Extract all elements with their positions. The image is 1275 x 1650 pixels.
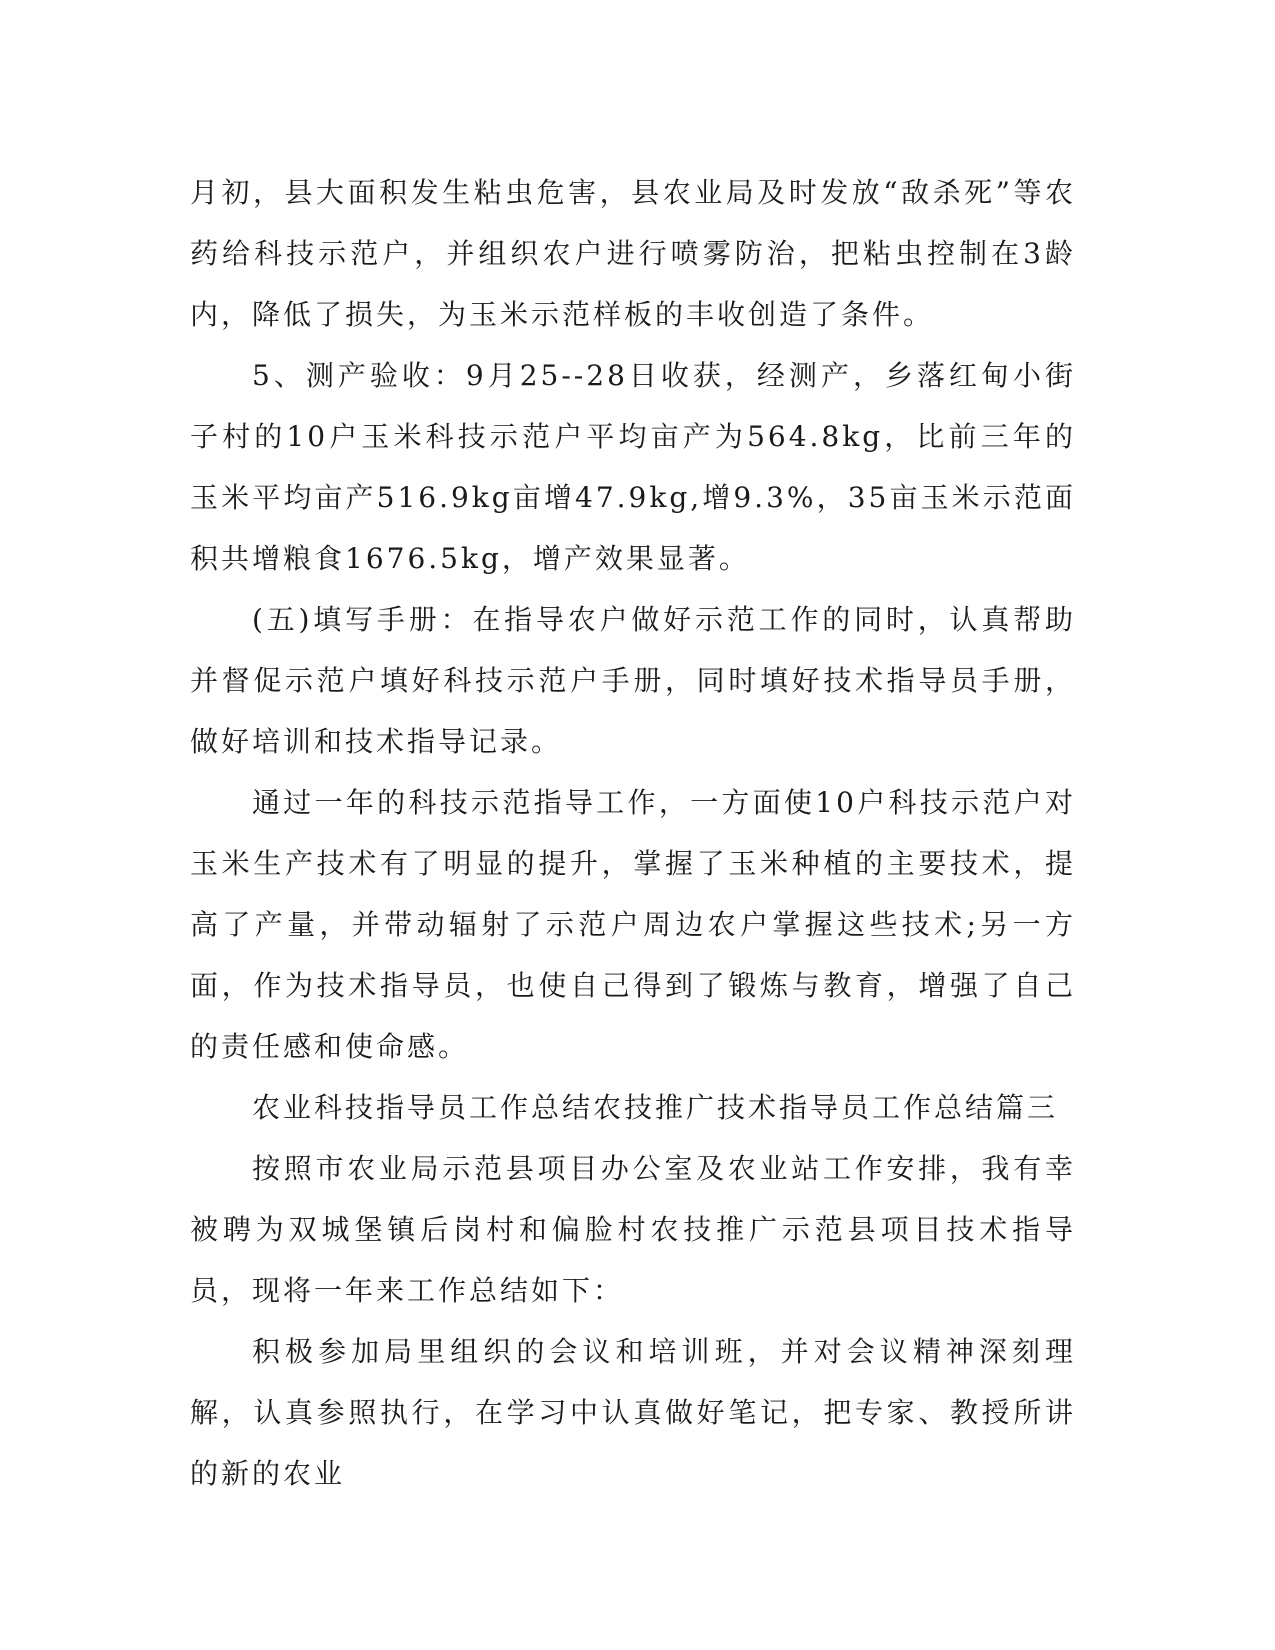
document-body	[190, 162, 1076, 1504]
paragraph-pest-control: 月初，县大面积发生粘虫危害，县农业局及时发放“敌杀死”等农药给科技示范户，并组织农户进行喷雾防治，把粘虫控制在3龄内，降低了损失，为玉米示范样板的丰收创造了条件。	[190, 176, 1076, 331]
paragraph-yield-acceptance: 5、测产验收：9月25--28日收获，经测产，乡落红甸小街子村的10户玉米科技示范户平均亩产为564.8kg，比前三年的玉米平均亩产516.9kg亩增47.9kg,增9.3%，35亩玉米示范面积共增粮食1676.5kg，增产效果显著。	[190, 359, 1076, 575]
paragraph-appointment: 按照市农业局示范县项目办公室及农业站工作安排，我有幸被聘为双城堡镇后岗村和偏脸村农技推广示范县项目技术指导员，现将一年来工作总结如下：	[190, 1152, 1076, 1307]
paragraph-training: 积极参加局里组织的会议和培训班，并对会议精神深刻理解，认真参照执行，在学习中认真做好笔记，把专家、教授所讲的新的农业	[190, 1335, 1076, 1490]
paragraph-year-summary: 通过一年的科技示范指导工作，一方面使10户科技示范户对玉米生产技术有了明显的提升，掌握了玉米种植的主要技术，提高了产量，并带动辐射了示范户周边农户掌握这些技术;另一方面，作为技术指导员，也使自己得到了锻炼与教育，增强了自己的责任感和使命感。	[190, 786, 1076, 1063]
paragraph-fill-handbook: (五)填写手册：在指导农户做好示范工作的同时，认真帮助并督促示范户填好科技示范户手册，同时填好技术指导员手册，做好培训和技术指导记录。	[190, 603, 1076, 758]
section-heading-part-three: 农业科技指导员工作总结农技推广技术指导员工作总结篇三	[252, 1091, 1059, 1124]
